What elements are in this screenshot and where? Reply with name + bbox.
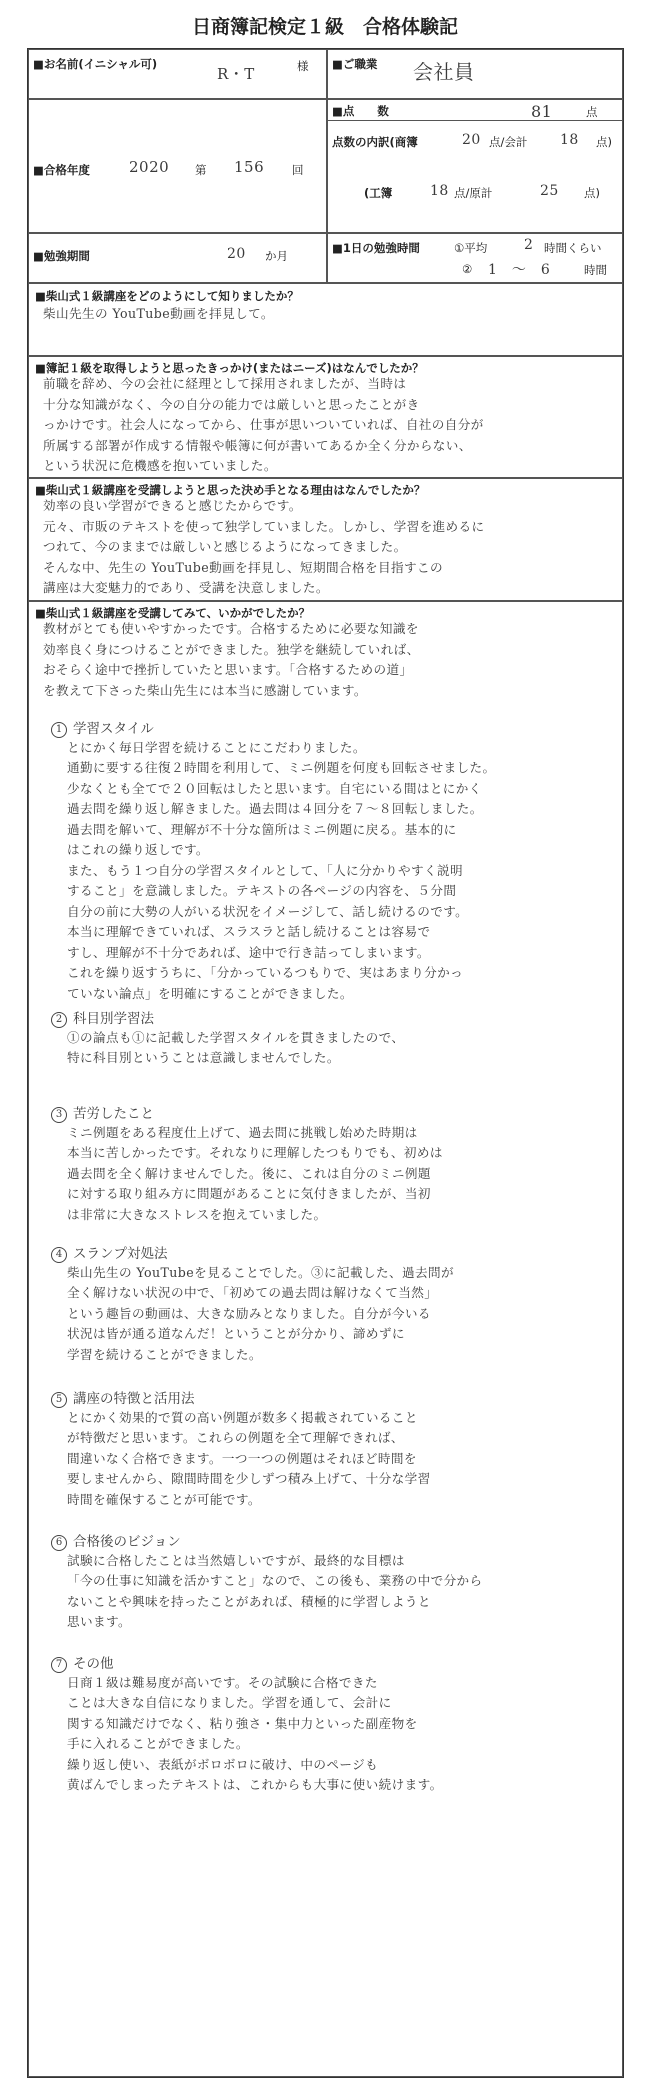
section-line: ないことや興味を持ったことがあれば、積極的に学習しようと: [67, 1593, 431, 1609]
score-label: ■点 数: [332, 104, 389, 118]
dai-label: 第: [195, 163, 207, 177]
kaikei-label: 点/会計: [489, 135, 528, 149]
section-6: [51, 1530, 483, 1633]
q3-answer-line: 講座は大変魅力的であり、受講を決意しました。: [43, 580, 329, 595]
period-cell: [28, 233, 327, 283]
job-cell: [327, 49, 623, 99]
section-heading: [51, 1387, 431, 1408]
q3-answer: [43, 496, 485, 599]
section-line: 少なくとも全てで２０回転はしたと思います。自宅にいる間はとにかく: [67, 780, 482, 796]
section-5: [51, 1387, 431, 1510]
section-7: [51, 1652, 443, 1796]
avg-value: 2: [524, 237, 534, 253]
year-label: ■合格年度: [33, 163, 90, 177]
shobo-value: 20: [462, 132, 481, 148]
period-unit: か月: [265, 249, 288, 263]
section-title: 科目別学習法: [73, 1011, 154, 1027]
section-title: スランプ対処法: [73, 1246, 168, 1262]
section-heading: [51, 1652, 443, 1673]
section-line: 柴山先生の YouTubeを見ることでした。③に記載した、過去問が: [67, 1264, 454, 1280]
q3-section: [28, 478, 623, 601]
section-3: [51, 1102, 443, 1225]
score-unit: 点: [586, 105, 598, 119]
breakdown-label: 点数の内訳(商簿: [332, 135, 418, 149]
q1-section: [28, 283, 623, 356]
section-title: その他: [73, 1656, 114, 1672]
section-line: 自分の前に大勢の人がいる状況をイメージして、話し続けるのです。: [67, 903, 469, 919]
q4-intro-line: を教えて下さった柴山先生には本当に感謝しています。: [43, 682, 367, 698]
section-line: ミニ例題をある程度仕上げて、過去問に挑戦し始めた時期は: [67, 1124, 418, 1140]
section-line: 試験に合格したことは当然嬉しいですが、最終的な目標は: [67, 1552, 405, 1568]
section-title: 合格後のビジョン: [73, 1534, 181, 1550]
section-line: に対する取り組み方に問題があることに気付きましたが、当初: [67, 1186, 431, 1201]
daily-label: ■1日の勉強時間: [332, 241, 420, 255]
section-line: とにかく毎日学習を続けることにこだわりました。: [67, 739, 366, 755]
section-line: 間違いなく合格できます。一つ一つの例題はそれほど時間を: [67, 1450, 417, 1466]
score-value: 81: [531, 102, 553, 121]
q3-answer-line: 元々、市販のテキストを使って独学していました。しかし、学習を進めるに: [43, 518, 485, 534]
section-line: 過去問を全く解けませんでした。後に、これは自分のミニ例題: [67, 1165, 431, 1181]
kobo-label: (工簿: [364, 186, 393, 200]
section-title: 苦労したこと: [73, 1106, 154, 1122]
section-line: 状況は皆が通る道なんだ！ということが分かり、諦めずに: [67, 1326, 405, 1341]
section-number: 7: [51, 1657, 67, 1673]
kaikei-value: 18: [560, 132, 579, 148]
section-line: すし、理解が不十分であれば、途中で行き詰ってしまいます。: [67, 944, 430, 960]
avg-unit: 時間くらい: [544, 241, 602, 255]
section-line: とにかく効果的で質の高い例題が数多く掲載されていること: [67, 1409, 418, 1425]
section-number: 3: [51, 1107, 67, 1123]
section-line: 「今の仕事に知識を活かすこと」なので、この後も、業務の中で分から: [67, 1573, 483, 1588]
kaikei-unit: 点): [596, 135, 612, 149]
section-line: 時間を確保することが可能です。: [67, 1491, 261, 1507]
section-number: 2: [51, 1012, 67, 1028]
q2-section: [28, 356, 623, 478]
range-unit: 時間: [584, 263, 607, 277]
q2-answer-line: 十分な知識がなく、今の自分の能力では厳しいと思ったことがき: [43, 396, 420, 412]
q4-intro: [43, 619, 420, 701]
q4-intro-line: 効率良く身につけることができました。独学を継続していれば、: [43, 641, 420, 657]
q2-answer-line: 前職を辞め、今の会社に経理として採用されましたが、当時は: [43, 376, 407, 391]
section-line: 日商１級は難易度が高いです。その試験に合格できた: [67, 1674, 378, 1690]
section-number: 6: [51, 1535, 67, 1551]
q4-section: [28, 601, 623, 2077]
section-line: は非常に大きなストレスを抱えていました。: [67, 1206, 327, 1222]
kobo-value: 18: [430, 183, 449, 199]
section-line: ことは大きな自信になりました。学習を通して、会計に: [67, 1695, 392, 1710]
section-heading: [51, 1242, 454, 1263]
job-label: ■ご職業: [332, 57, 378, 71]
section-line: 通勤に要する往復２時間を利用して、ミニ例題を何度も回転させました。: [67, 760, 496, 775]
section-line: 本当に苦しかったです。それなりに理解したつもりでも、初めは: [67, 1145, 443, 1160]
job-value: 会社員: [413, 60, 475, 84]
section-line: 繰り返し使い、表紙がボロボロに破け、中のページも: [67, 1756, 379, 1772]
q4-question: ■柴山式１級講座を受講してみて、いかがでしたか？: [35, 606, 311, 620]
section-4: [51, 1242, 454, 1365]
kai-value: 156: [234, 158, 265, 176]
name-cell: [28, 49, 327, 99]
section-line: が特徴だと思います。これらの例題を全て理解できれば、: [67, 1430, 404, 1445]
q2-question: ■簿記１級を取得しようと思ったきっかけ(またはニーズ)はなんでしたか？: [35, 361, 424, 375]
page-title: 日商簿記検定１級 合格体験記: [191, 16, 458, 38]
section-number: 1: [51, 722, 67, 738]
section-title: 講座の特徴と活用法: [73, 1391, 195, 1407]
q3-question: ■柴山式１級講座を受講しようと思った決め手となる理由はなんでしたか？: [35, 483, 426, 497]
q2-answer-line: 所属する部署が作成する情報や帳簿に何が書いてあるか全く分からない、: [43, 437, 472, 453]
q3-answer-line: そんな中、先生の YouTube動画を拝見し、短期間合格を目指すこの: [43, 559, 443, 575]
section-line: 過去問を解いて、理解が不十分な箇所はミニ例題に戻る。基本的に: [67, 821, 457, 837]
q3-answer-line: つれて、今のままでは厳しいと感じるようになってきました。: [43, 539, 407, 554]
q4-intro-line: おそらく途中で挫折していたと思います。「合格するための道」: [43, 662, 413, 677]
section-line: という趣旨の動画は、大きな励みとなりました。自分が今いる: [67, 1305, 431, 1321]
section-line: ていない論点」を明確にすることができました。: [67, 985, 353, 1001]
period-value: 20: [227, 246, 246, 262]
range-label: ②: [462, 262, 473, 276]
section-line: すること」を意識しました。テキストの各ページの内容を、５分間: [67, 883, 457, 898]
section-line: はこれの繰り返しです。: [67, 842, 209, 857]
section-line: 要しませんから、隙間時間を少しずつ積み上げて、十分な学習: [67, 1471, 431, 1486]
section-line: ①の論点も①に記載した学習スタイルを貫きましたので、: [67, 1029, 405, 1045]
section-line: 特に科目別ということは意識しませんでした。: [67, 1050, 340, 1065]
q2-answer-line: という状況に危機感を抱いていました。: [43, 458, 277, 473]
section-heading: [51, 1102, 443, 1123]
period-label: ■勉強期間: [33, 249, 90, 263]
section-line: 学習を続けることができました。: [67, 1346, 262, 1362]
q4-intro-line: 教材がとても使いやすかったです。合格するために必要な知識を: [43, 621, 419, 636]
year-value: 2020: [129, 158, 170, 176]
q2-answer-line: っかけです。社会人になってから、仕事が思いついていれば、自社の自分が: [43, 417, 484, 432]
form-frame: [27, 48, 624, 2078]
section-heading: [51, 1007, 404, 1028]
q3-answer-line: 効率の良い学習ができると感じたからです。: [43, 498, 302, 513]
year-cell: [28, 99, 327, 233]
q2-answer: [43, 374, 484, 477]
genka-label: 点/原計: [454, 186, 493, 200]
kai-label: 回: [292, 163, 304, 177]
section-line: また、もう１つ自分の学習スタイルとして、「人に分かりやすく説明: [67, 862, 464, 878]
breakdown-cell: [327, 120, 623, 233]
section-line: 思います。: [67, 1614, 131, 1629]
genka-value: 25: [540, 183, 559, 199]
section-line: 黄ばんでしまったテキストは、これからも大事に使い続けます。: [67, 1777, 443, 1792]
genka-unit: 点): [584, 186, 600, 200]
section-line: 本当に理解できていれば、スラスラと話し続けることは容易で: [67, 924, 431, 939]
section-1: [51, 717, 496, 1004]
daily-cell: [327, 233, 623, 283]
avg-label: ①平均: [454, 241, 488, 255]
q1-question: ■柴山式１級講座をどのようにして知りましたか？: [35, 289, 299, 303]
section-line: 全く解けない状況の中で、「初めての過去問は解けなくて当然」: [67, 1285, 438, 1300]
section-heading: [51, 717, 496, 738]
name-label: ■お名前(イニシャル可): [33, 57, 158, 71]
q1-answer-line: 柴山先生の YouTube動画を拝見して。: [43, 306, 274, 321]
section-line: 関する知識だけでなく、粘り強さ・集中力といった副産物を: [67, 1715, 418, 1731]
q1-answer: [43, 304, 274, 325]
range-value: 1 ～ 6: [488, 262, 551, 278]
section-line: 過去問を繰り返し解きました。過去問は４回分を７〜８回転しました。: [67, 801, 483, 816]
name-suffix: 様: [297, 59, 309, 73]
section-line: 手に入れることができました。: [67, 1736, 249, 1751]
section-number: 4: [51, 1247, 67, 1263]
section-number: 5: [51, 1392, 67, 1408]
section-title: 学習スタイル: [73, 721, 154, 737]
section-heading: [51, 1530, 483, 1551]
section-2: [51, 1007, 404, 1069]
section-line: これを繰り返すうちに、「分かっているつもりで、実はあまり分かっ: [67, 965, 464, 980]
name-value: R・T: [217, 65, 255, 83]
